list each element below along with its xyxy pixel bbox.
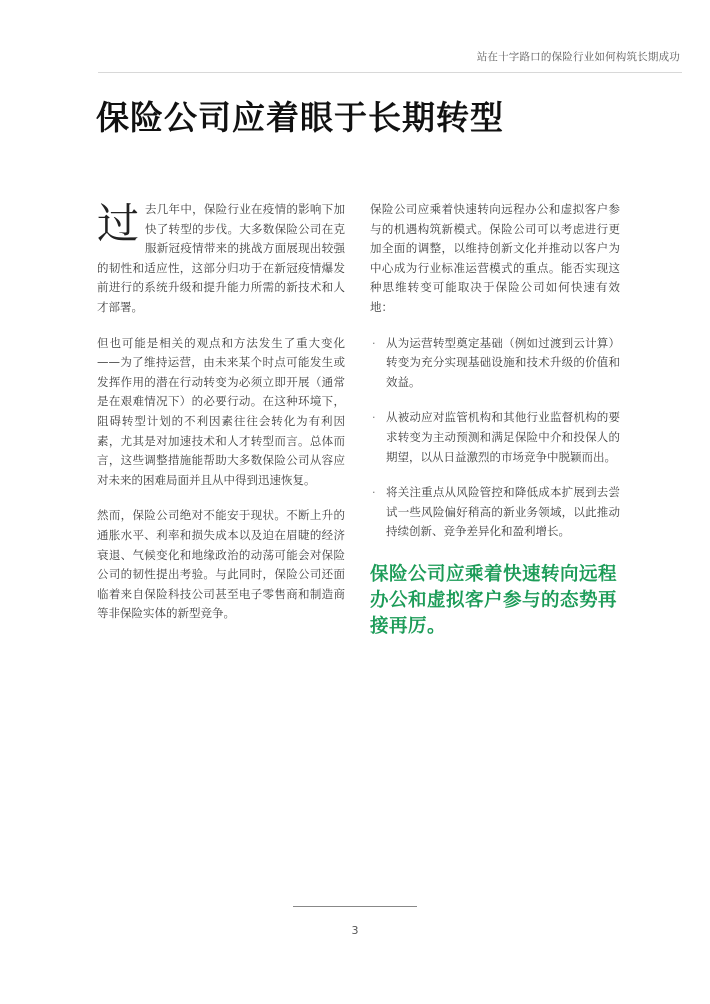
bullet-text: 将关注重点从风险管控和降低成本扩展到去尝试一些风险偏好稍高的新业务领域，以此推动持续创新、竞争差异化和盈利增长。 xyxy=(386,485,620,539)
right-column xyxy=(370,200,620,656)
bullet-item xyxy=(370,408,620,467)
bullet-dot-icon: · xyxy=(372,411,376,425)
bullet-item xyxy=(370,483,620,542)
paragraph-2: 但也可能是相关的观点和方法发生了重大变化——为了维持运营，由未来某个时点可能发生或发挥作用的潜在行动转变为必须立即开展（通常是在艰难情况下）的必要行动。在这种环境下，阻碍转型计划的不利因素往往会转化为有利因素，尤其是对加速技术和人才转型而言。总体而言，这些调整措施能帮助大多数保险公司从容应对未来的困难局面并且从中得到迅速恢复。 xyxy=(97,335,345,487)
page-number: 3 xyxy=(351,924,359,937)
paragraph-3: 然而，保险公司绝对不能安于现状。不断上升的通胀水平、利率和损失成本以及迫在眉睫的经济衰退、气候变化和地缘政治的动荡可能会对保险公司的韧性提出考验。与此同时，保险公司还面临着来自保险科技公司甚至电子零售商和制造商等非保险实体的新型竞争。 xyxy=(97,508,345,621)
header-divider xyxy=(98,72,682,73)
running-header: 站在十字路口的保险行业如何构筑长期成功 xyxy=(476,51,680,63)
paragraph-1-text: 去几年中，保险行业在疫情的影响下加快了转型的步伐。大多数保险公司在克服新冠疫情带来的挑战方面展现出较强的韧性和适应性，这部分归功于在新冠疫情爆发前进行的系统升级和提升能力所需的新技术和人才部署。 xyxy=(97,202,345,314)
paragraph-1 xyxy=(97,200,345,318)
bullet-text: 从被动应对监管机构和其他行业监督机构的要求转变为主动预测和满足保险中介和投保人的期望，以从日益激烈的市场竞争中脱颖而出。 xyxy=(386,410,620,464)
dropcap: 过 xyxy=(97,199,140,248)
bullet-dot-icon: · xyxy=(372,486,376,500)
left-column xyxy=(97,200,345,640)
bullet-dot-icon: · xyxy=(372,336,376,350)
page-title: 保险公司应着眼于长期转型 xyxy=(96,98,504,137)
right-intro: 保险公司应乘着快速转向远程办公和虚拟客户参与的机遇构筑新模式。保险公司可以考虑进行更加全面的调整，以维持创新文化并推动以客户为中心成为行业标准运营模式的重点。能否实现这种思维转变可能取决于保险公司如何快速有效地： xyxy=(370,202,620,314)
bullet-text: 从为运营转型奠定基础（例如过渡到云计算）转变为充分实现基础设施和技术升级的价值和效益。 xyxy=(386,335,620,389)
bullet-list xyxy=(370,334,620,542)
pull-quote: 保险公司应乘着快速转向远程办公和虚拟客户参与的态势再接再厉。 xyxy=(370,563,618,637)
bullet-item xyxy=(370,334,620,393)
footer-divider xyxy=(293,906,417,907)
